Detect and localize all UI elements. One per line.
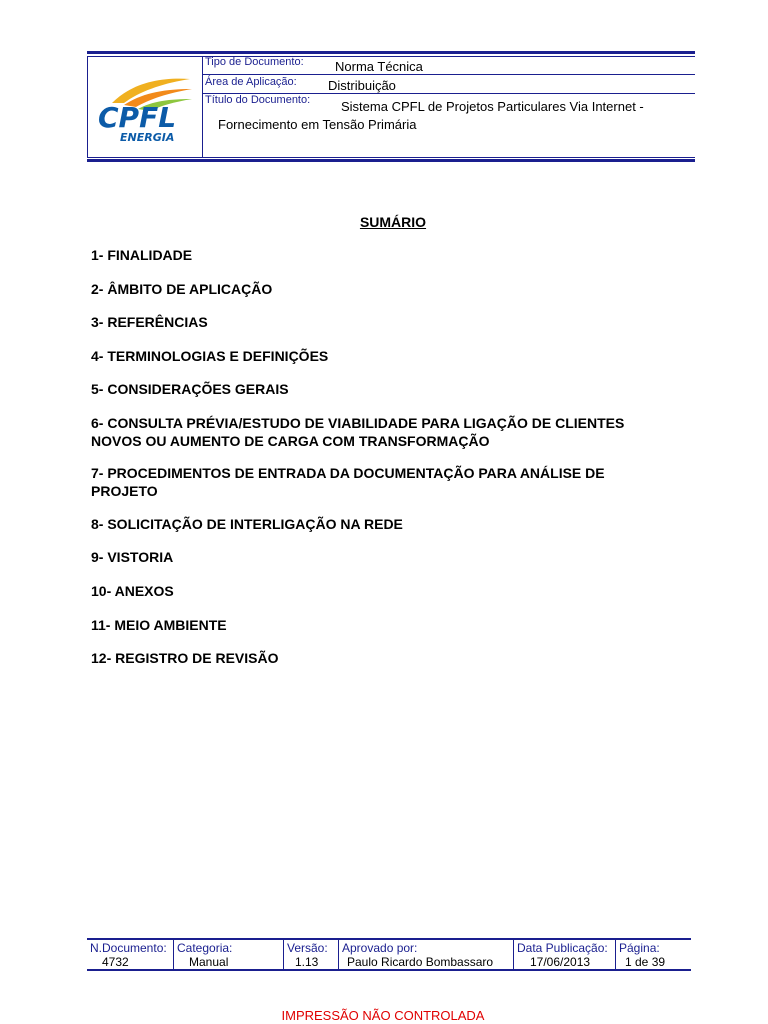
header-bottom-rule-thin — [87, 157, 695, 158]
doc-number-label: N.Documento: — [90, 941, 167, 955]
field-divider — [202, 74, 695, 75]
toc-item: 3- REFERÊNCIAS — [91, 314, 208, 330]
header-top-rule — [87, 51, 695, 54]
header-bottom-rule — [87, 159, 695, 162]
page-value: 1 de 39 — [625, 955, 666, 969]
toc-item: 1- FINALIDADE — [91, 247, 193, 263]
toc-item: 5- CONSIDERAÇÕES GERAIS — [91, 381, 289, 397]
approved-value: Paulo Ricardo Bombassaro — [347, 955, 494, 969]
title-label: Título do Documento: — [205, 94, 311, 106]
area-label: Área de Aplicação: — [205, 76, 297, 88]
toc-item: 6- CONSULTA PRÉVIA/ESTUDO DE VIABILIDADE PARA LIGAÇÃO DE CLIENTES — [91, 415, 625, 431]
title-value-line1: Sistema CPFL de Projetos Particulares Via Internet - — [341, 99, 644, 114]
footer-bottom-rule — [87, 969, 691, 971]
pub-date-value: 17/06/2013 — [530, 955, 591, 969]
logo-cell — [87, 57, 203, 157]
toc-item: 7- PROCEDIMENTOS DE ENTRADA DA DOCUMENTAÇÃO PARA ANÁLISE DE — [91, 465, 605, 481]
footer-page — [615, 940, 692, 969]
toc-item: 4- TERMINOLOGIAS E DEFINIÇÕES — [91, 348, 329, 364]
document-footer — [87, 938, 691, 972]
toc-item-continuation: PROJETO — [91, 483, 158, 499]
version-label: Versão: — [287, 941, 328, 955]
version-value: 1.13 — [295, 955, 319, 969]
toc-item: 12- REGISTRO DE REVISÃO — [91, 650, 279, 666]
footer-category — [173, 940, 284, 969]
doc-type-label: Tipo de Documento: — [205, 56, 304, 68]
toc-item: 10- ANEXOS — [91, 583, 174, 599]
footer-version — [283, 940, 339, 969]
doc-type-value: Norma Técnica — [335, 59, 423, 74]
doc-number-value: 4732 — [102, 955, 129, 969]
toc-item-continuation: NOVOS OU AUMENTO DE CARGA COM TRANSFORMAÇÃO — [91, 433, 490, 449]
page-label: Página: — [619, 941, 660, 955]
toc-item: 11- MEIO AMBIENTE — [91, 617, 227, 633]
toc-item: 9- VISTORIA — [91, 549, 174, 565]
footer-publication-date — [513, 940, 616, 969]
cpfl-logo — [94, 69, 196, 145]
toc-item: 8- SOLICITAÇÃO DE INTERLIGAÇÃO NA REDE — [91, 516, 403, 532]
logo-subtext: ENERGIA — [120, 131, 175, 144]
uncontrolled-print-notice: IMPRESSÃO NÃO CONTROLADA — [281, 1008, 485, 1023]
document-header — [87, 51, 695, 163]
toc-item: 2- ÂMBITO DE APLICAÇÃO — [91, 281, 273, 297]
title-value-line2: Fornecimento em Tensão Primária — [218, 117, 417, 132]
footer-approved-by — [338, 940, 514, 969]
logo-text: CPFL — [98, 101, 177, 134]
summary-title: SUMÁRIO — [359, 214, 427, 230]
category-value: Manual — [189, 955, 229, 969]
area-value: Distribuição — [328, 78, 396, 93]
footer-doc-number — [87, 940, 173, 969]
category-label: Categoria: — [177, 941, 233, 955]
pub-date-label: Data Publicação: — [517, 941, 608, 955]
approved-label: Aprovado por: — [342, 941, 418, 955]
